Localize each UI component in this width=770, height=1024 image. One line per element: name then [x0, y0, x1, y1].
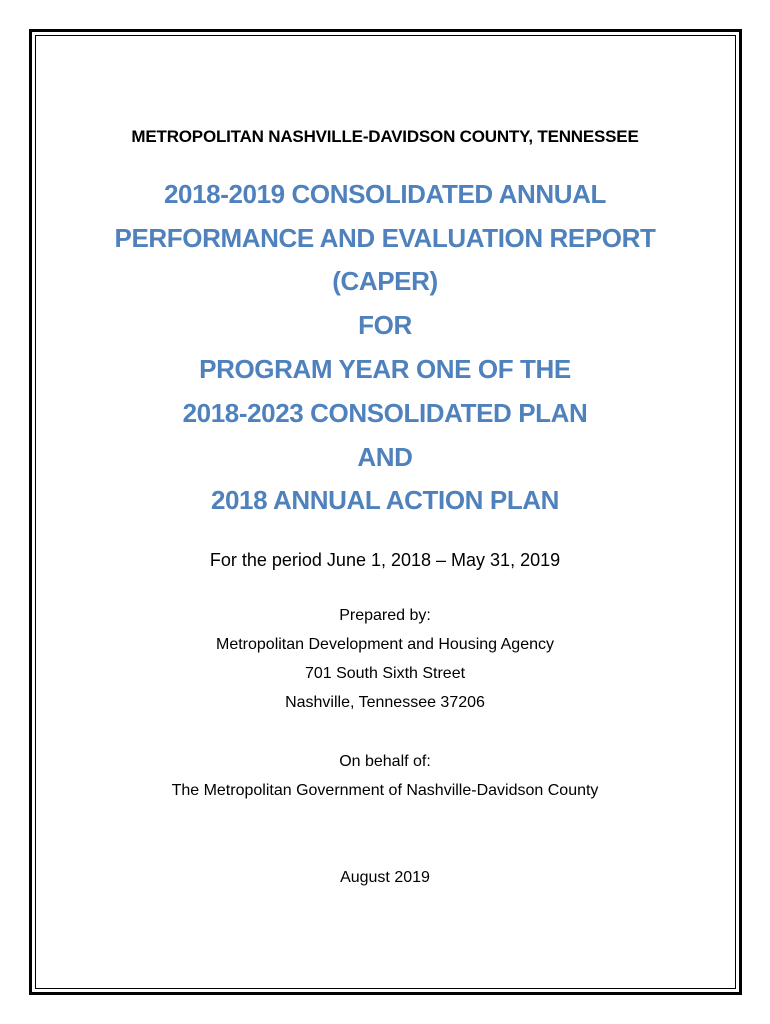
title-line-1: 2018-2019 CONSOLIDATED ANNUAL [163, 179, 607, 209]
header-agency: METROPOLITAN NASHVILLE-DAVIDSON COUNTY, TENNESSEE [131, 127, 639, 146]
reporting-period: For the period June 1, 2018 – May 31, 2019 [209, 550, 561, 570]
report-date: August 2019 [340, 869, 430, 886]
on-behalf-of-label: On behalf of: [339, 753, 431, 770]
on-behalf-of-organization: The Metropolitan Government of Nashville-Davidson County [171, 782, 599, 799]
title-line-8: 2018 ANNUAL ACTION PLAN [210, 485, 560, 515]
prepared-by-organization: Metropolitan Development and Housing Agency [216, 636, 554, 653]
title-line-2: PERFORMANCE AND EVALUATION REPORT [114, 223, 656, 253]
title-line-3: (CAPER) [332, 266, 438, 296]
prepared-by-street: 701 South Sixth Street [304, 665, 466, 682]
title-line-5: PROGRAM YEAR ONE OF THE [199, 354, 571, 384]
prepared-by-city: Nashville, Tennessee 37206 [285, 694, 485, 711]
title-line-7: AND [357, 442, 413, 472]
title-line-6: 2018-2023 CONSOLIDATED PLAN [182, 398, 588, 428]
title-line-4: FOR [358, 310, 412, 340]
prepared-by-label: Prepared by: [339, 607, 431, 624]
